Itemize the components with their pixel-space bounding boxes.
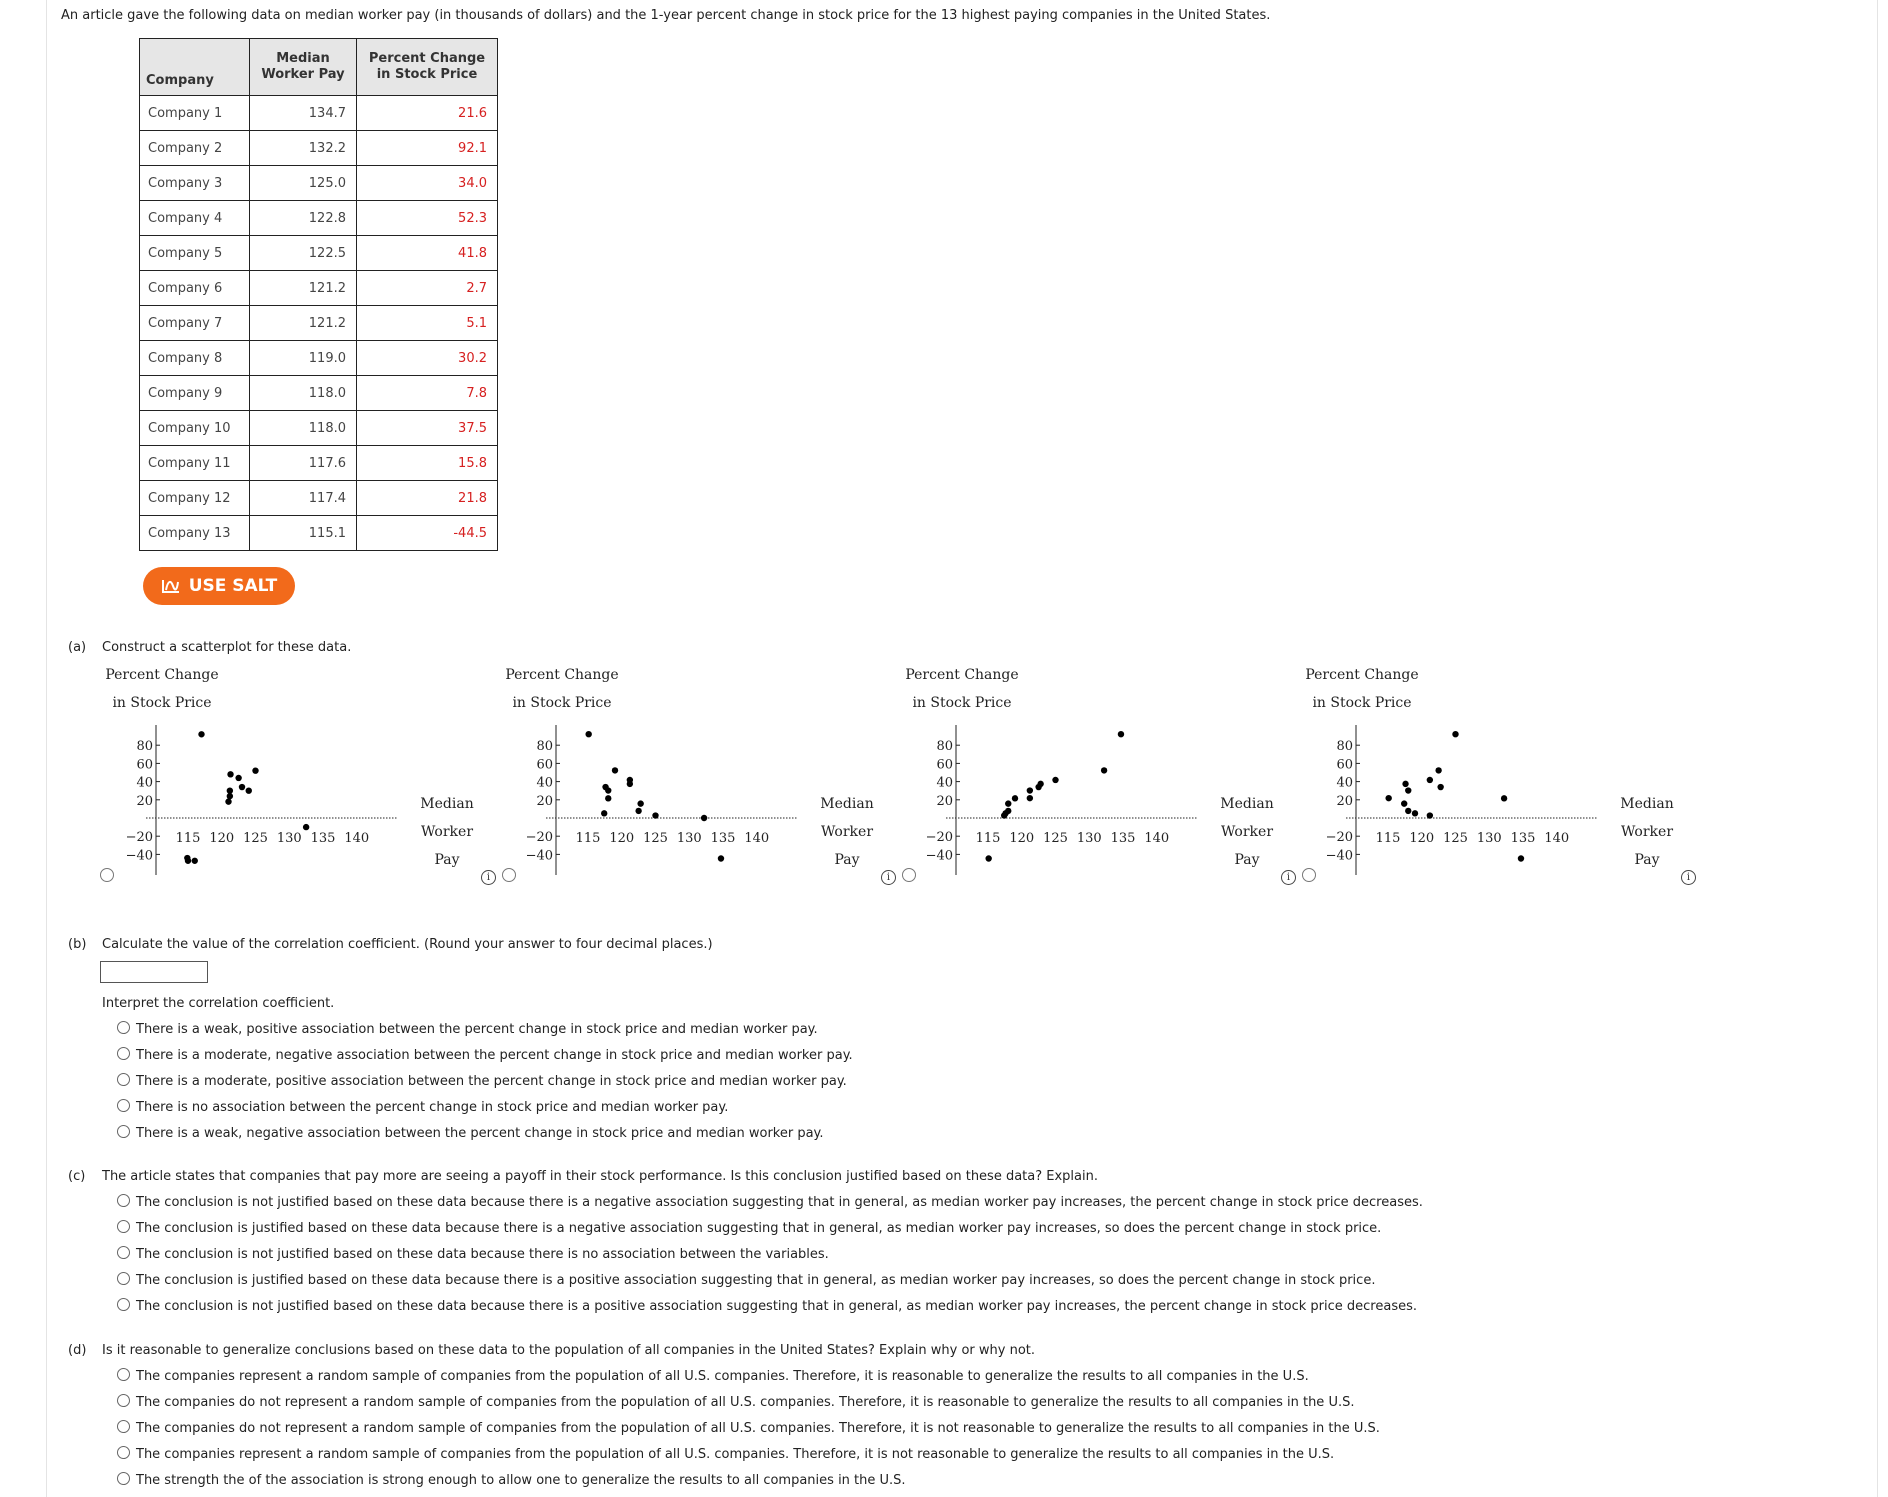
- data-point: [635, 808, 641, 814]
- radio-button[interactable]: [117, 1272, 130, 1285]
- data-point: [227, 771, 233, 777]
- radio-button[interactable]: [117, 1368, 130, 1381]
- y-tick-label: 20: [536, 793, 553, 809]
- cell-pay: 125.0: [250, 166, 357, 201]
- header-company: Company: [140, 39, 250, 96]
- data-point: [985, 855, 991, 861]
- data-point: [1405, 808, 1411, 814]
- cell-company: Company 4: [140, 201, 250, 236]
- part-c-question: (c) The article states that companies that pay more are seeing a payoff in their stock performance. Is this conclusion justified based on these data? Explain.: [68, 1169, 1098, 1184]
- part-b-question: (b) Calculate the value of the correlation coefficient. (Round your answer to four decimal places.): [68, 937, 713, 952]
- cell-pay: 119.0: [250, 341, 357, 376]
- y-axis-label: in Stock Price: [1312, 695, 1412, 711]
- part-d-option-5[interactable]: The strength the of the association is strong enough to allow one to generalize the results to all companies in the U.S.: [117, 1472, 906, 1488]
- cell-company: Company 12: [140, 481, 250, 516]
- table-row: [140, 411, 498, 446]
- cell-pay: 122.8: [250, 201, 357, 236]
- x-tick-label: 130: [1476, 831, 1502, 846]
- x-tick-label: 140: [344, 831, 370, 846]
- part-c-option-2[interactable]: The conclusion is justified based on these data because there is a negative association suggesting that in general, as median worker pay increases, so does the percent change in stock price.: [117, 1220, 1381, 1236]
- data-point: [198, 731, 204, 737]
- data-point: [601, 810, 607, 816]
- data-point: [1001, 812, 1007, 818]
- radio-button[interactable]: [117, 1446, 130, 1459]
- use-salt-button[interactable]: [143, 567, 295, 605]
- table-row: [140, 446, 498, 481]
- part-c-option-5[interactable]: The conclusion is not justified based on these data because there is a positive association suggesting that in general, as median worker pay increases, the percent change in stock price decreases.: [117, 1298, 1417, 1314]
- x-tick-label: 140: [1144, 831, 1170, 846]
- y-axis-label: Percent Change: [905, 667, 1019, 683]
- cell-company: Company 1: [140, 96, 250, 131]
- data-point: [585, 731, 591, 737]
- table-row: [140, 516, 498, 551]
- data-point: [246, 788, 252, 794]
- radio-button[interactable]: [117, 1047, 130, 1060]
- scatterplot-svg: [1268, 655, 1674, 885]
- cell-company: Company 5: [140, 236, 250, 271]
- interpret-prompt: Interpret the correlation coefficient.: [102, 996, 335, 1011]
- data-point: [184, 855, 190, 861]
- scatterplot-option-1: [68, 655, 474, 885]
- cell-pct: 34.0: [357, 166, 498, 201]
- cell-pay: 122.5: [250, 236, 357, 271]
- data-point: [1118, 731, 1124, 737]
- x-tick-label: 115: [975, 831, 1001, 846]
- data-point: [605, 795, 611, 801]
- data-point: [602, 784, 608, 790]
- x-tick-label: 135: [710, 831, 736, 846]
- cell-company: Company 13: [140, 516, 250, 551]
- data-point: [1027, 795, 1033, 801]
- x-tick-label: 115: [1375, 831, 1401, 846]
- correlation-input[interactable]: [100, 961, 208, 983]
- info-icon[interactable]: i: [481, 870, 496, 885]
- cell-pay: 118.0: [250, 376, 357, 411]
- x-tick-label: 130: [676, 831, 702, 846]
- part-d-option-3[interactable]: The companies do not represent a random sample of companies from the population of all U.S. companies. Therefore, it is not reasonable to generalize the results to all companies in the U.S.: [117, 1420, 1380, 1436]
- data-point: [1402, 781, 1408, 787]
- radio-button[interactable]: [117, 1298, 130, 1311]
- table-row: [140, 131, 498, 166]
- y-axis-label: Percent Change: [105, 667, 219, 683]
- data-point: [1035, 784, 1041, 790]
- y-axis-label: Percent Change: [1305, 667, 1419, 683]
- data-point: [637, 800, 643, 806]
- data-table: [139, 38, 498, 551]
- scatterplot-radio-2[interactable]: [502, 868, 516, 882]
- data-point: [612, 767, 618, 773]
- data-point: [225, 798, 231, 804]
- header-pct: Percent Change in Stock Price: [357, 39, 498, 96]
- data-point: [227, 788, 233, 794]
- x-axis-label: Worker: [1620, 824, 1674, 840]
- part-b-option-2[interactable]: There is a moderate, negative association between the percent change in stock price and median worker pay.: [117, 1047, 853, 1063]
- chart-icon: [161, 578, 181, 594]
- x-axis-label: Pay: [834, 852, 860, 868]
- y-tick-label: 20: [1336, 793, 1353, 809]
- scatterplot-option-3: [868, 655, 1274, 885]
- cell-pct: 41.8: [357, 236, 498, 271]
- x-axis-label: Worker: [820, 824, 874, 840]
- y-tick-label: 60: [136, 757, 153, 773]
- x-axis-label: Pay: [1634, 852, 1660, 868]
- part-d-option-4[interactable]: The companies represent a random sample of companies from the population of all U.S. companies. Therefore, it is not reasonable to generalize the results to all companies in the U.S.: [117, 1446, 1334, 1462]
- data-point: [1012, 795, 1018, 801]
- radio-button[interactable]: [117, 1021, 130, 1034]
- table-row: [140, 96, 498, 131]
- cell-pay: 132.2: [250, 131, 357, 166]
- cell-company: Company 2: [140, 131, 250, 166]
- scatterplot-svg: [868, 655, 1274, 885]
- table-row: [140, 306, 498, 341]
- scatterplot-option-2: [468, 655, 874, 885]
- table-row: [140, 271, 498, 306]
- y-tick-label: 80: [1336, 739, 1353, 755]
- cell-pay: 117.6: [250, 446, 357, 481]
- x-tick-label: 125: [1443, 831, 1468, 846]
- data-point: [1405, 787, 1411, 793]
- data-point: [1101, 767, 1107, 773]
- part-d-question: (d) Is it reasonable to generalize conclusions based on these data to the population of all companies in the United States? Explain why or why not.: [68, 1343, 1036, 1358]
- data-point: [1401, 800, 1407, 806]
- data-point: [1052, 777, 1058, 783]
- y-tick-label: −20: [125, 830, 153, 846]
- data-point: [701, 815, 707, 821]
- y-axis-label: in Stock Price: [912, 695, 1012, 711]
- x-tick-label: 120: [209, 831, 235, 846]
- y-tick-label: −40: [925, 848, 953, 864]
- radio-button[interactable]: [117, 1394, 130, 1407]
- radio-button[interactable]: [117, 1420, 130, 1433]
- table-row: [140, 341, 498, 376]
- table-row: [140, 481, 498, 516]
- y-tick-label: 40: [536, 775, 553, 791]
- x-tick-label: 140: [744, 831, 770, 846]
- cell-pct: 15.8: [357, 446, 498, 481]
- scatterplot-radio-3[interactable]: [902, 868, 916, 882]
- data-point: [652, 812, 658, 818]
- x-tick-label: 115: [175, 831, 201, 846]
- x-axis-label: Median: [1620, 796, 1674, 812]
- part-b-option-3[interactable]: There is a moderate, positive association between the percent change in stock price and median worker pay.: [117, 1073, 847, 1089]
- data-point: [1005, 800, 1011, 806]
- data-point: [1412, 810, 1418, 816]
- x-tick-label: 120: [609, 831, 635, 846]
- scatterplot-radio-4[interactable]: [1302, 868, 1316, 882]
- data-point: [239, 784, 245, 790]
- part-c-option-3[interactable]: The conclusion is not justified based on these data because there is no association between the variables.: [117, 1246, 829, 1262]
- cell-pct: 92.1: [357, 131, 498, 166]
- x-tick-label: 120: [1009, 831, 1035, 846]
- x-tick-label: 125: [1043, 831, 1068, 846]
- data-point: [1501, 795, 1507, 801]
- y-tick-label: −40: [1325, 848, 1353, 864]
- part-c-option-1[interactable]: The conclusion is not justified based on these data because there is a negative association suggesting that in general, as median worker pay increases, the percent change in stock price decreases.: [117, 1194, 1423, 1210]
- data-point: [1385, 795, 1391, 801]
- x-tick-label: 125: [643, 831, 668, 846]
- header-pay: Median Worker Pay: [250, 39, 357, 96]
- cell-pay: 121.2: [250, 306, 357, 341]
- y-tick-label: 20: [936, 793, 953, 809]
- cell-pct: 52.3: [357, 201, 498, 236]
- table-row: [140, 201, 498, 236]
- y-tick-label: 40: [936, 775, 953, 791]
- part-d-option-2[interactable]: The companies do not represent a random sample of companies from the population of all U.S. companies. Therefore, it is reasonable to generalize the results to all companies in the U.S.: [117, 1394, 1354, 1410]
- data-point: [1452, 731, 1458, 737]
- y-axis-label: in Stock Price: [112, 695, 212, 711]
- data-point: [192, 858, 198, 864]
- y-tick-label: 80: [536, 739, 553, 755]
- x-tick-label: 135: [1510, 831, 1536, 846]
- cell-company: Company 10: [140, 411, 250, 446]
- x-axis-label: Median: [420, 796, 474, 812]
- cell-pay: 118.0: [250, 411, 357, 446]
- data-point: [1518, 855, 1524, 861]
- data-point: [627, 777, 633, 783]
- data-point: [1427, 812, 1433, 818]
- data-point: [303, 824, 309, 830]
- part-b-option-5[interactable]: There is a weak, negative association between the percent change in stock price and median worker pay.: [117, 1125, 824, 1141]
- radio-button[interactable]: [117, 1194, 130, 1207]
- cell-company: Company 3: [140, 166, 250, 201]
- use-salt-label: USE SALT: [188, 576, 278, 596]
- y-tick-label: 60: [936, 757, 953, 773]
- part-a-question: (a) Construct a scatterplot for these data.: [68, 640, 352, 655]
- info-icon[interactable]: i: [881, 870, 896, 885]
- radio-button[interactable]: [117, 1472, 130, 1485]
- data-point: [227, 793, 233, 799]
- scatterplot-radio-1[interactable]: [100, 868, 114, 882]
- x-axis-label: Worker: [1220, 824, 1274, 840]
- data-point: [1427, 777, 1433, 783]
- x-tick-label: 140: [1544, 831, 1570, 846]
- cell-company: Company 8: [140, 341, 250, 376]
- part-c-option-4[interactable]: The conclusion is justified based on these data because there is a positive association suggesting that in general, as median worker pay increases, so does the percent change in stock price.: [117, 1272, 1375, 1288]
- radio-button[interactable]: [117, 1246, 130, 1259]
- scatterplot-svg: [68, 655, 474, 885]
- y-axis-label: in Stock Price: [512, 695, 612, 711]
- radio-button[interactable]: [117, 1125, 130, 1138]
- cell-pct: 37.5: [357, 411, 498, 446]
- y-tick-label: 80: [936, 739, 953, 755]
- x-tick-label: 115: [575, 831, 601, 846]
- info-icon[interactable]: i: [1281, 870, 1296, 885]
- y-tick-label: −40: [125, 848, 153, 864]
- y-tick-label: −20: [525, 830, 553, 846]
- cell-pay: 117.4: [250, 481, 357, 516]
- part-b-option-4[interactable]: There is no association between the percent change in stock price and median worker pay.: [117, 1099, 728, 1115]
- x-tick-label: 120: [1409, 831, 1435, 846]
- data-point: [252, 767, 258, 773]
- table-row: [140, 376, 498, 411]
- scatterplot-option-4: [1268, 655, 1674, 885]
- y-tick-label: −20: [1325, 830, 1353, 846]
- radio-button[interactable]: [117, 1220, 130, 1233]
- cell-pct: 2.7: [357, 271, 498, 306]
- cell-company: Company 11: [140, 446, 250, 481]
- table-row: [140, 236, 498, 271]
- data-point: [1435, 767, 1441, 773]
- cell-pct: 5.1: [357, 306, 498, 341]
- table-row: [140, 166, 498, 201]
- x-axis-label: Worker: [420, 824, 474, 840]
- info-icon[interactable]: i: [1681, 870, 1696, 885]
- cell-pct: 21.6: [357, 96, 498, 131]
- y-tick-label: −20: [925, 830, 953, 846]
- data-point: [718, 855, 724, 861]
- x-axis-label: Median: [820, 796, 874, 812]
- cell-pct: 7.8: [357, 376, 498, 411]
- y-tick-label: 40: [136, 775, 153, 791]
- scatterplot-svg: [468, 655, 874, 885]
- radio-button[interactable]: [117, 1099, 130, 1112]
- cell-pay: 115.1: [250, 516, 357, 551]
- y-tick-label: 80: [136, 739, 153, 755]
- x-axis-label: Pay: [434, 852, 460, 868]
- intro-text: An article gave the following data on median worker pay (in thousands of dollars) and the 1-year percent change in stock price for the 13 highest paying companies in the United States.: [61, 8, 1271, 23]
- x-tick-label: 135: [1110, 831, 1136, 846]
- cell-pay: 134.7: [250, 96, 357, 131]
- x-axis-label: Pay: [1234, 852, 1260, 868]
- data-point: [1027, 787, 1033, 793]
- cell-company: Company 9: [140, 376, 250, 411]
- y-tick-label: 60: [1336, 757, 1353, 773]
- part-b-option-1[interactable]: There is a weak, positive association between the percent change in stock price and median worker pay.: [117, 1021, 818, 1037]
- y-tick-label: 40: [1336, 775, 1353, 791]
- radio-button[interactable]: [117, 1073, 130, 1086]
- part-d-option-1[interactable]: The companies represent a random sample of companies from the population of all U.S. companies. Therefore, it is reasonable to generalize the results to all companies in the U.S.: [117, 1368, 1309, 1384]
- y-tick-label: 20: [136, 793, 153, 809]
- data-point: [1437, 784, 1443, 790]
- y-tick-label: −40: [525, 848, 553, 864]
- x-tick-label: 125: [243, 831, 268, 846]
- cell-company: Company 7: [140, 306, 250, 341]
- cell-pct: -44.5: [357, 516, 498, 551]
- x-axis-label: Median: [1220, 796, 1274, 812]
- data-point: [235, 775, 241, 781]
- cell-pay: 121.2: [250, 271, 357, 306]
- cell-pct: 30.2: [357, 341, 498, 376]
- x-tick-label: 130: [1076, 831, 1102, 846]
- cell-pct: 21.8: [357, 481, 498, 516]
- y-tick-label: 60: [536, 757, 553, 773]
- x-tick-label: 130: [276, 831, 302, 846]
- x-tick-label: 135: [310, 831, 336, 846]
- cell-company: Company 6: [140, 271, 250, 306]
- y-axis-label: Percent Change: [505, 667, 619, 683]
